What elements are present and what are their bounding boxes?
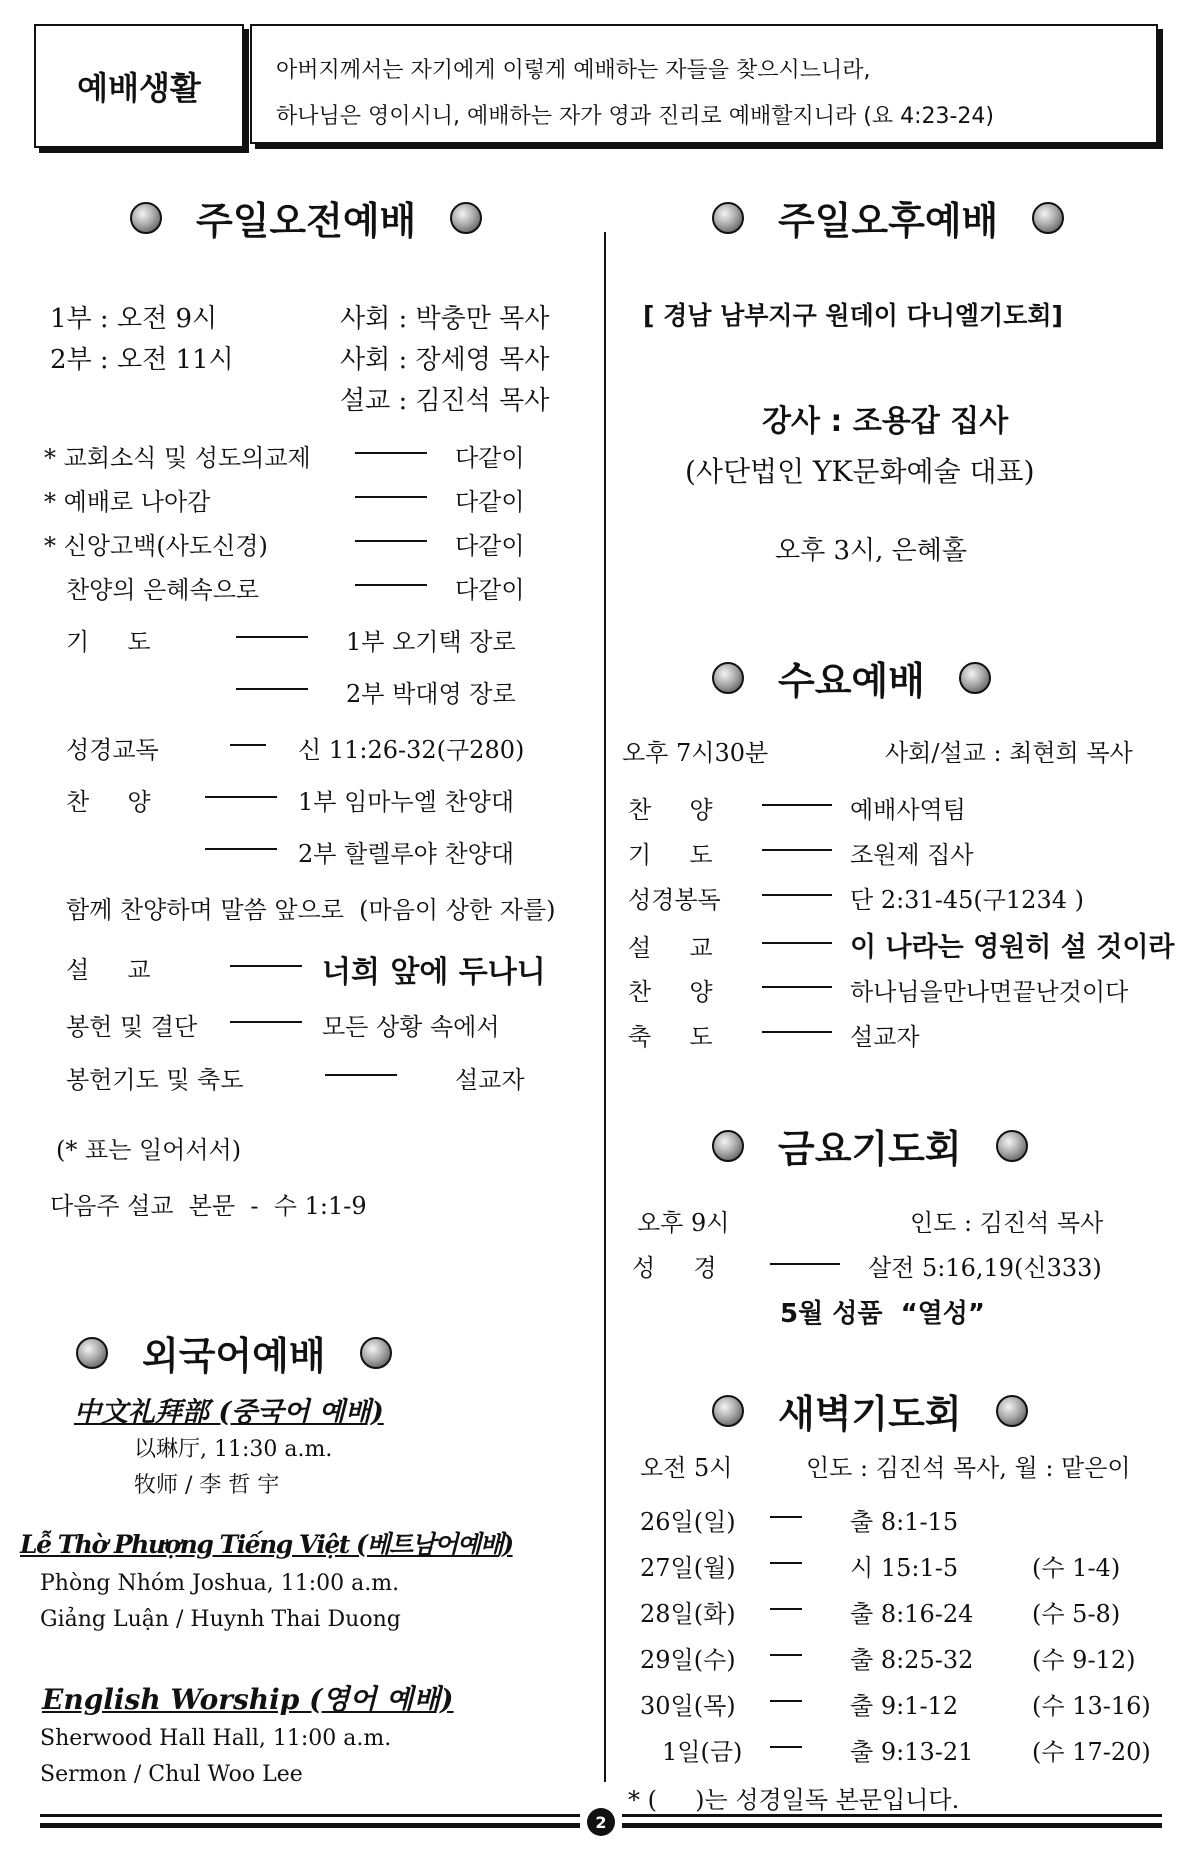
praise-second: 2부 할렐루야 찬양대	[298, 840, 514, 868]
dawn-leader: 인도 : 김진석 목사, 월 : 맡은이	[806, 1454, 1131, 1482]
order-dash	[236, 636, 308, 638]
bullet-ball-icon	[130, 202, 162, 234]
pm-speaker: 강사 : 조용갑 집사	[762, 404, 1009, 439]
order-dash	[205, 796, 277, 798]
wednesday-host: 사회/설교 : 최현희 목사	[885, 739, 1133, 767]
bullet-ball-icon	[959, 662, 991, 694]
order-dash	[770, 1608, 802, 1610]
friday-scripture-label: 성 경	[632, 1254, 717, 1282]
prayer-first: 1부 오기택 장로	[346, 628, 516, 656]
friday-time: 오후 9시	[637, 1209, 730, 1237]
pm-event-title: [ 경남 남부지구 원데이 다니엘기도회]	[643, 301, 1063, 330]
praise-first: 1부 임마누엘 찬양대	[298, 788, 514, 816]
monthly-virtue: 5월 성품 “열성”	[780, 1299, 986, 1329]
pm-speaker-org: (사단법인 YK문화예술 대표)	[685, 455, 1035, 488]
standing-note: (* 표는 일어서서)	[56, 1136, 242, 1164]
pm-service-heading: 주일오후예배	[712, 190, 1064, 245]
vietnamese-service-preacher: Giảng Luận / Huynh Thai Duong	[40, 1607, 401, 1632]
bullet-ball-icon	[360, 1337, 392, 1369]
bullet-ball-icon	[712, 202, 744, 234]
wed-order-value: 하나님을만나면끝난것이다	[850, 978, 1129, 1006]
offering-label: 봉헌 및 결단	[66, 1013, 198, 1041]
order-dash	[770, 1746, 802, 1748]
order-dash	[230, 965, 302, 967]
order-dash	[770, 1263, 840, 1265]
wed-order-value: 조원제 집사	[850, 841, 974, 869]
page-number: 2	[587, 1808, 615, 1836]
am-preacher: 설교 : 김진석 목사	[340, 386, 550, 416]
bullet-ball-icon	[996, 1130, 1028, 1162]
order-dash	[236, 688, 308, 690]
order-value: 다같이	[455, 532, 525, 560]
wednesday-time: 오후 7시30분	[622, 739, 769, 767]
dawn-passage: 출 8:1-15	[850, 1508, 959, 1536]
chinese-service-title: 中文礼拜部 (중국어 예배)	[74, 1397, 384, 1428]
order-dash	[770, 1562, 802, 1564]
reading-value: 신 11:26-32(구280)	[298, 736, 525, 764]
wed-order-value: 예배사역팀	[850, 796, 966, 824]
friday-scripture-value: 살전 5:16,19(신333)	[868, 1254, 1102, 1282]
verse-line-2: 하나님은 영이시니, 예배하는 자가 영과 진리로 예배할지니라 (요 4:23-24)	[276, 104, 994, 129]
order-value: 다같이	[455, 576, 525, 604]
order-dash	[762, 894, 832, 896]
am-second-service-time: 2부 : 오전 11시	[50, 345, 234, 375]
dawn-passage: 출 9:13-21	[850, 1738, 974, 1766]
wednesday-service-heading: 수요예배	[712, 650, 991, 705]
order-value: 다같이	[455, 444, 525, 472]
prayer-label: 기 도	[66, 628, 151, 656]
vietnamese-service-place: Phòng Nhóm Joshua, 11:00 a.m.	[40, 1571, 400, 1596]
order-label: * 신앙고백(사도신경)	[44, 532, 268, 560]
dawn-day: 1일(금)	[662, 1738, 743, 1766]
am-first-service-time: 1부 : 오전 9시	[50, 304, 218, 334]
dawn-reading: (수 13-16)	[1032, 1692, 1151, 1720]
order-dash	[762, 942, 832, 944]
benediction-label: 봉헌기도 및 축도	[66, 1066, 244, 1094]
wed-order-label: 설 교	[628, 934, 713, 962]
wed-order-label: 찬 양	[628, 796, 713, 824]
sermon-label: 설 교	[66, 956, 151, 984]
scripture-verse-box	[250, 24, 1158, 144]
order-dash	[770, 1516, 802, 1518]
bullet-ball-icon	[712, 662, 744, 694]
order-dash	[762, 849, 832, 851]
sermon-title: 너희 앞에 두나니	[322, 955, 546, 990]
order-dash	[230, 744, 266, 746]
dawn-passage: 출 8:25-32	[850, 1646, 974, 1674]
dawn-day: 28일(화)	[640, 1600, 736, 1628]
dawn-passage: 시 15:1-5	[850, 1554, 959, 1582]
bullet-ball-icon	[712, 1130, 744, 1162]
english-service-place: Sherwood Hall Hall, 11:00 a.m.	[40, 1726, 392, 1751]
wed-order-label: 기 도	[628, 841, 713, 869]
bullet-ball-icon	[450, 202, 482, 234]
order-value: 다같이	[455, 488, 525, 516]
praise-label: 찬 양	[66, 788, 151, 816]
section-tag: 예배생활	[34, 24, 244, 148]
wed-order-label: 축 도	[628, 1023, 713, 1051]
order-label: * 교회소식 및 성도의교제	[44, 444, 311, 472]
am-service-heading: 주일오전예배	[130, 190, 482, 245]
verse-line-1: 아버지께서는 자기에게 이렇게 예배하는 자들을 찾으시느니라,	[276, 58, 871, 83]
order-dash	[762, 986, 832, 988]
am-host-2: 사회 : 장세영 목사	[340, 345, 550, 375]
dawn-reading: (수 17-20)	[1032, 1738, 1151, 1766]
friday-prayer-heading: 금요기도회	[712, 1118, 1028, 1173]
footer-rule-right	[622, 1814, 1162, 1828]
english-service-preacher: Sermon / Chul Woo Lee	[40, 1762, 303, 1787]
dawn-reading: (수 9-12)	[1032, 1646, 1136, 1674]
order-dash	[355, 584, 427, 586]
order-label: 찬양의 은혜속으로	[66, 576, 260, 604]
dawn-day: 29일(수)	[640, 1646, 736, 1674]
bullet-ball-icon	[1032, 202, 1064, 234]
prayer-second: 2부 박대영 장로	[346, 680, 516, 708]
vietnamese-service-title: Lễ Thờ Phượng Tiếng Việt (베트남어예배)	[20, 1530, 513, 1559]
wed-sermon-title: 이 나라는 영원히 설 것이라	[850, 932, 1175, 963]
benediction-value: 설교자	[455, 1066, 525, 1094]
order-dash	[325, 1074, 397, 1076]
order-dash	[770, 1700, 802, 1702]
together-line: 함께 찬양하며 말씀 앞으로 (마음이 상한 자를)	[66, 896, 556, 924]
wed-order-value: 단 2:31-45(구1234 )	[850, 886, 1084, 914]
order-dash	[762, 1031, 832, 1033]
bullet-ball-icon	[712, 1395, 744, 1427]
english-service-title: English Worship (영어 예배)	[42, 1683, 454, 1716]
dawn-day: 26일(일)	[640, 1508, 736, 1536]
bullet-ball-icon	[996, 1395, 1028, 1427]
wed-order-label: 찬 양	[628, 978, 713, 1006]
order-dash	[355, 452, 427, 454]
bible-reading-note: * ( )는 성경일독 본문입니다.	[628, 1786, 960, 1814]
friday-leader: 인도 : 김진석 목사	[910, 1209, 1104, 1237]
order-label: * 예배로 나아감	[44, 488, 211, 516]
dawn-day: 30일(목)	[640, 1692, 736, 1720]
bullet-ball-icon	[76, 1337, 108, 1369]
chinese-service-place: 以琳厅, 11:30 a.m.	[134, 1437, 333, 1462]
footer-rule-left	[40, 1814, 580, 1828]
dawn-prayer-heading: 새벽기도회	[712, 1383, 1028, 1438]
order-dash	[770, 1654, 802, 1656]
order-dash	[355, 496, 427, 498]
dawn-reading: (수 5-8)	[1032, 1600, 1121, 1628]
wed-order-label: 성경봉독	[628, 886, 721, 914]
dawn-reading: (수 1-4)	[1032, 1554, 1121, 1582]
foreign-service-heading: 외국어예배	[76, 1325, 392, 1380]
next-sermon-text: 다음주 설교 본문 - 수 1:1-9	[50, 1192, 367, 1220]
dawn-passage: 출 9:1-12	[850, 1692, 959, 1720]
order-dash	[355, 540, 427, 542]
dawn-time: 오전 5시	[640, 1454, 733, 1482]
order-dash	[230, 1021, 302, 1023]
dawn-passage: 출 8:16-24	[850, 1600, 974, 1628]
dawn-day: 27일(월)	[640, 1554, 736, 1582]
column-divider	[604, 232, 606, 1782]
order-dash	[205, 848, 277, 850]
chinese-service-pastor: 牧师 / 李 哲 宇	[134, 1473, 280, 1498]
reading-label: 성경교독	[66, 736, 159, 764]
pm-time-place: 오후 3시, 은혜홀	[775, 536, 968, 566]
am-host-1: 사회 : 박충만 목사	[340, 304, 550, 334]
wed-order-value: 설교자	[850, 1023, 920, 1051]
order-dash	[762, 804, 832, 806]
offering-value: 모든 상황 속에서	[322, 1013, 500, 1041]
